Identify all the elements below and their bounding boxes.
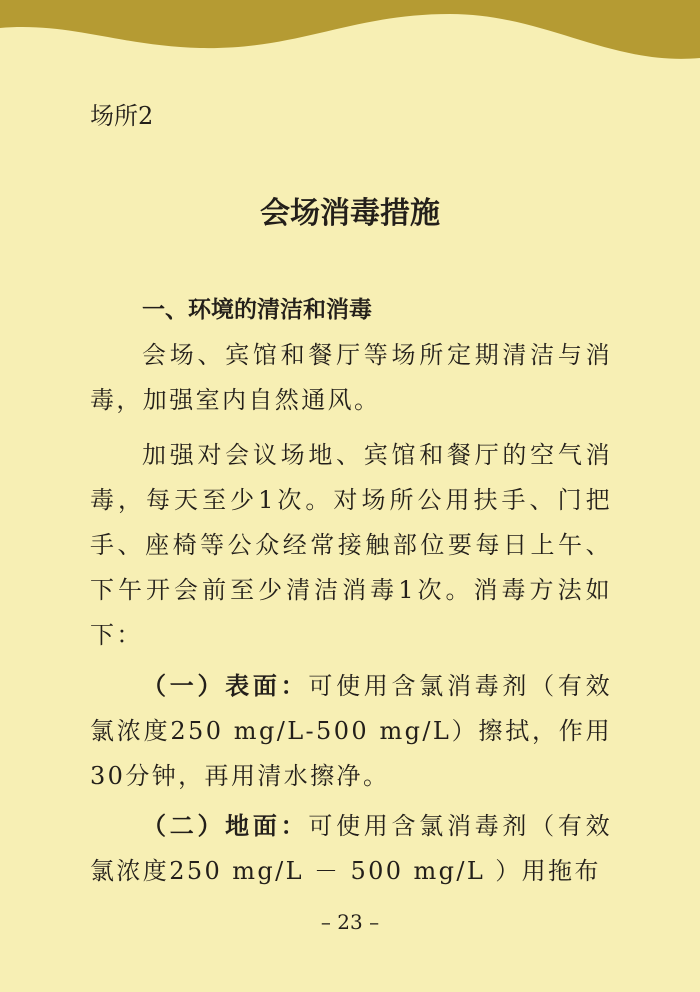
wave-shape [0,0,700,59]
page-number: – 23 – [320,910,380,934]
decorative-wave-banner [0,0,700,80]
paragraph-ventilation: 会场、宾馆和餐厅等场所定期清洁与消毒，加强室内自然通风。 [90,341,612,414]
section-label: 场所2 [90,102,154,130]
floor-label: （二）地面： [142,811,309,840]
page-title: 会场消毒措施 [260,196,440,231]
paragraph-air-disinfection: 加强对会议场地、宾馆和餐厅的空气消毒，每天至少1次。对场所公用扶手、门把手、座椅等公众经常接触部位要每日上午、下午开会前至少清洁消毒1次。消毒方法如下： [90,441,612,649]
paragraph-floor [90,803,612,894]
paragraph-surface [90,663,612,799]
surface-text: 可使用含氯消毒剂（有效氯浓度250 mg/L-500 mg/L）擦拭，作用30分钟，再用清水擦净。 [90,672,613,790]
floor-text: 可使用含氯消毒剂（有效氯浓度250 mg/L － 500 mg/L ）用拖布 [90,812,613,885]
section-heading: 一、环境的清洁和消毒 [142,297,372,323]
surface-label: （一）表面： [142,671,309,700]
